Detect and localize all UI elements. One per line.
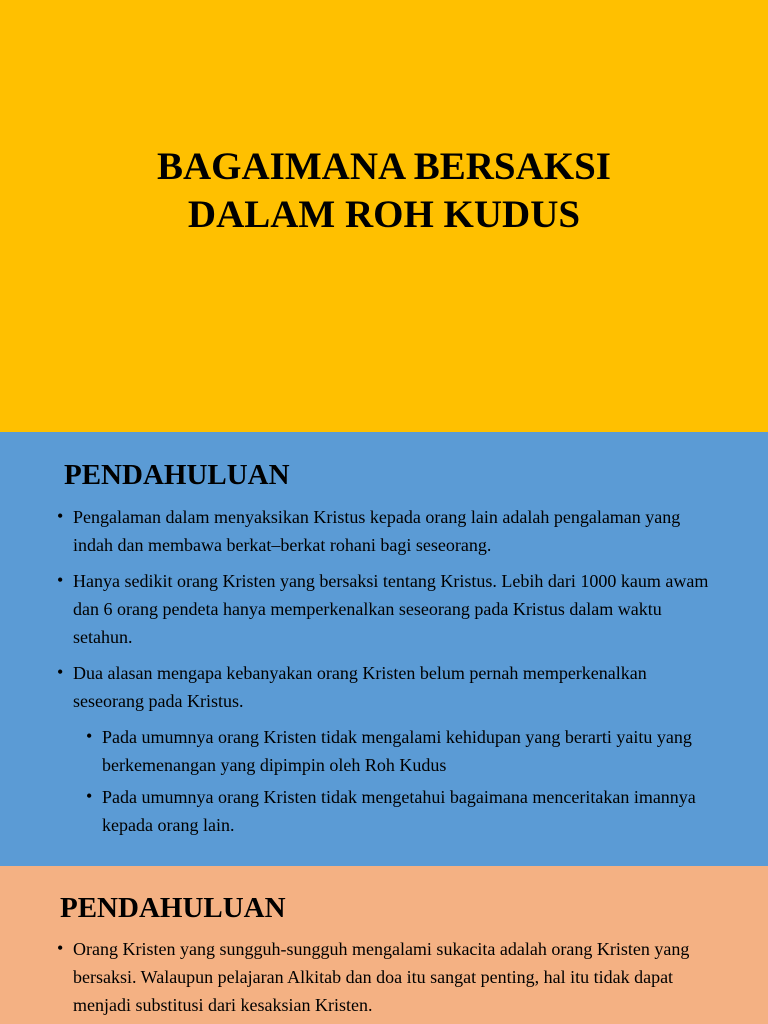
bullet-text: Hanya sedikit orang Kristen yang bersaksi tentang Kristus. Lebih dari 1000 kaum awam dan 6 orang pendeta hanya memperkenalkan seseorang pada Kristus dalam waktu setahun. [73, 571, 709, 647]
sub-list-item [86, 723, 717, 779]
bullet-list [57, 503, 717, 843]
bullet-text: Dua alasan mengapa kebanyakan orang Kristen belum pernah memperkenalkan seseorang pada Kristus. [73, 663, 647, 711]
bullet-icon: • [57, 662, 64, 682]
intro-slide-continued [0, 866, 768, 1024]
bullet-icon: • [86, 786, 93, 806]
list-item [57, 659, 717, 715]
list-item [57, 935, 717, 1019]
bullet-icon: • [57, 570, 64, 590]
list-item [57, 503, 717, 559]
sub-list-item [86, 783, 717, 839]
bullet-icon: • [57, 938, 64, 958]
title-line-1: BAGAIMANA BERSAKSI [156, 145, 611, 188]
bullet-list [57, 935, 717, 1024]
bullet-text: Pada umumnya orang Kristen tidak mengalami kehidupan yang berarti yaitu yang berkemenangan yang dipimpin oleh Roh Kudus [102, 727, 692, 775]
slide-heading: PENDAHULUAN [64, 459, 290, 491]
list-item [57, 567, 717, 651]
title-slide [0, 0, 768, 432]
intro-slide [0, 432, 768, 866]
bullet-text: Pada umumnya orang Kristen tidak mengetahui bagaimana menceritakan imannya kepada orang lain. [102, 787, 696, 835]
bullet-icon: • [57, 506, 64, 526]
bullet-text: Pengalaman dalam menyaksikan Kristus kepada orang lain adalah pengalaman yang indah dan membawa berkat–berkat rohani bagi seseorang. [73, 507, 681, 555]
bullet-text: Orang Kristen yang sungguh-sungguh mengalami sukacita adalah orang Kristen yang bersaksi. Walaupun pelajaran Alkitab dan doa itu sangat penting, hal itu tidak dapat menjadi substitusi dari kesaksian Kristen. [73, 939, 690, 1015]
bullet-icon: • [86, 726, 93, 746]
slide-title [0, 143, 768, 239]
title-line-2: DALAM ROH KUDUS [187, 193, 581, 236]
slide-heading: PENDAHULUAN [60, 892, 286, 924]
